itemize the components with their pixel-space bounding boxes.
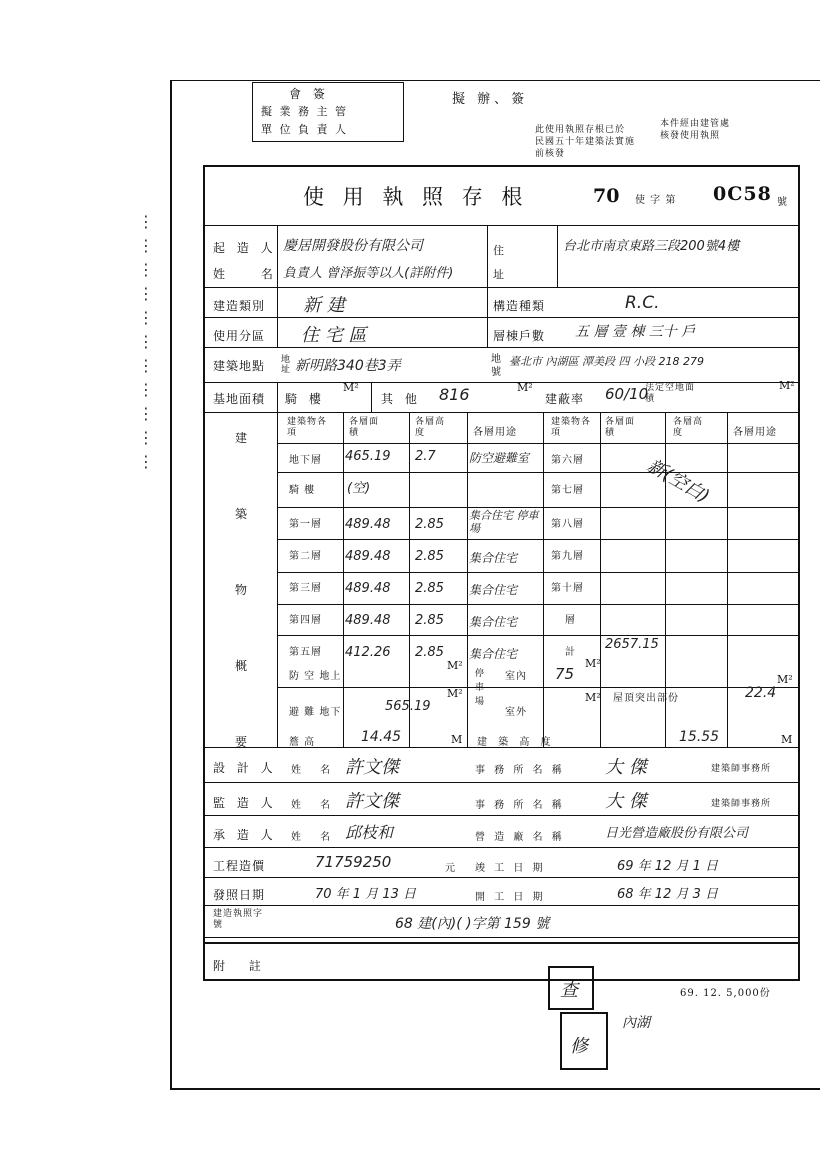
land-label: 地 號 bbox=[491, 354, 502, 378]
indoor-value: 75 bbox=[555, 665, 575, 683]
area-label: 基地面積 bbox=[213, 392, 266, 406]
grid-line bbox=[277, 443, 800, 444]
grid-line bbox=[205, 942, 800, 944]
grid-line bbox=[727, 412, 728, 747]
grid-line bbox=[487, 287, 488, 347]
floor-height: 2.85 bbox=[415, 645, 444, 660]
usage-permit-form bbox=[203, 165, 800, 981]
grid-line bbox=[205, 412, 800, 413]
floor-area: 489.48 bbox=[345, 581, 391, 596]
floor-use: 防空避難室 bbox=[469, 451, 530, 465]
floor-use: 集合住宅 bbox=[469, 615, 518, 629]
stamp-check bbox=[548, 966, 594, 1010]
height-label: 建 築 高 度 bbox=[477, 737, 555, 748]
indoor-label: 室內 bbox=[505, 671, 527, 682]
parking-label: 停 車 場 bbox=[475, 669, 486, 707]
right-note-1: 此使用執照存根已於 民國五十年建築法實施 前核發 bbox=[535, 125, 636, 159]
remarks-label: 附 註 bbox=[213, 959, 271, 973]
coverage-value: 60/10 bbox=[605, 385, 649, 403]
company-value: 日光營造廠股份有限公司 bbox=[605, 826, 749, 841]
title-suffix: 號 bbox=[777, 197, 788, 208]
grid-line bbox=[467, 412, 468, 747]
building-side-2: 築 bbox=[235, 507, 252, 521]
supervisor-office-label: 事 務 所 名 稱 bbox=[475, 800, 565, 811]
grid-line bbox=[205, 287, 800, 288]
height-value: 15.55 bbox=[679, 729, 720, 745]
legal-open-label: 法定空地面積 bbox=[645, 383, 696, 404]
supervisor-label: 監 造 人 bbox=[213, 796, 277, 810]
grid-line bbox=[205, 877, 800, 878]
title-char-label: 使 字 第 bbox=[635, 195, 677, 206]
stamp-repair-text: 修 bbox=[570, 1036, 588, 1057]
page-bottom-border bbox=[170, 1088, 820, 1090]
floor-name-right: 第九層 bbox=[551, 551, 584, 562]
floor-name: 騎 樓 bbox=[289, 485, 316, 496]
title-year: 70 bbox=[593, 185, 620, 207]
roof-label: 屋頂突出部份 bbox=[613, 693, 679, 704]
form-title: 使 用 執 照 存 根 bbox=[303, 185, 529, 209]
grid-line bbox=[557, 225, 558, 287]
shelter-label: 防 空 地上 bbox=[289, 671, 342, 682]
floors-value: 五 層 壹 棟 三十 戶 bbox=[575, 324, 696, 340]
issue-label: 發照日期 bbox=[213, 888, 266, 902]
roof-value: 22.4 bbox=[745, 685, 777, 701]
floor-name-right: 第十層 bbox=[551, 583, 584, 594]
stamp-repair bbox=[560, 1012, 608, 1070]
floor-use: 集合住宅 bbox=[469, 551, 518, 565]
page-left-border bbox=[170, 80, 172, 1090]
right-stamp: 新(空白) bbox=[643, 455, 713, 508]
contractor-name-label: 姓 名 bbox=[291, 832, 339, 843]
floor-area: (空) bbox=[347, 481, 371, 496]
grid-line bbox=[277, 472, 800, 473]
stamp-check-text: 查 bbox=[560, 980, 578, 1001]
grid-line bbox=[409, 412, 410, 747]
arcade-label: 騎 樓 bbox=[285, 392, 325, 406]
floor-name-right: 第七層 bbox=[551, 485, 584, 496]
floor-name: 第四層 bbox=[289, 615, 322, 626]
permit-label: 建造執照字號 bbox=[213, 909, 264, 930]
grid-line bbox=[371, 382, 372, 412]
complete-label: 竣 工 日 期 bbox=[475, 863, 546, 874]
grid-line bbox=[205, 317, 800, 318]
grid-line bbox=[277, 507, 800, 508]
permit-number: 0C58 bbox=[713, 183, 772, 205]
supervisor-office-suffix: 建築師事務所 bbox=[711, 799, 772, 809]
contractor-label: 承 造 人 bbox=[213, 828, 277, 842]
designer-office-suffix: 建築師事務所 bbox=[711, 764, 772, 774]
structure-label: 構造種類 bbox=[493, 299, 546, 313]
grid-line bbox=[277, 382, 278, 412]
grid-line bbox=[277, 412, 278, 747]
floor-height: 2.7 bbox=[415, 449, 436, 464]
col-header-height: 各層高度 bbox=[415, 417, 446, 438]
print-note: 69. 12. 5,000份 bbox=[680, 988, 771, 999]
col-header-use-r: 各層用途 bbox=[733, 427, 777, 438]
grid-line bbox=[277, 225, 278, 287]
eave-label: 簷 高 bbox=[289, 737, 316, 748]
floor-name: 第五層 bbox=[289, 647, 322, 658]
left-margin-notes: ⋮ ⋮ ⋮ ⋮ ⋮ ⋮ ⋮ ⋮ ⋮ ⋮ ⋮ bbox=[138, 212, 154, 471]
evac-label: 避 難 地下 bbox=[289, 707, 342, 718]
approval-line-3: 單 位 負 責 人 bbox=[261, 123, 348, 136]
address-label: 住 址 bbox=[493, 244, 508, 281]
floor-height: 2.85 bbox=[415, 549, 444, 564]
cost-label: 工程造價 bbox=[213, 859, 266, 873]
building-side-5: 要 bbox=[235, 735, 252, 749]
col-header-area-r: 各層面積 bbox=[605, 417, 636, 438]
right-note-2: 本件經由建管處 核發使用執照 bbox=[660, 119, 731, 141]
use-zone-value: 住 宅 區 bbox=[301, 325, 367, 346]
eave-unit: M bbox=[451, 733, 463, 746]
roof-unit: M² bbox=[777, 673, 793, 686]
grid-line bbox=[277, 635, 800, 636]
structure-value: R.C. bbox=[625, 293, 660, 313]
floor-height: 2.85 bbox=[415, 581, 444, 596]
reply-label: 擬 辦、簽 bbox=[452, 92, 529, 107]
approval-line-2: 擬 業 務 主 管 bbox=[261, 105, 348, 118]
col-header-item: 建築物各項 bbox=[287, 417, 328, 438]
outdoor-label: 室外 bbox=[505, 707, 527, 718]
grid-line bbox=[277, 572, 800, 573]
page-top-border bbox=[170, 80, 820, 81]
address-value: 台北市南京東路三段200號4樓 bbox=[563, 239, 740, 254]
floor-name-right: 第六層 bbox=[551, 455, 584, 466]
land-value: 臺北市 內湖區 潭美段 四 小段 218 279 bbox=[509, 355, 704, 368]
height-unit: M bbox=[781, 733, 793, 746]
applicant-label: 起 造 人 bbox=[213, 241, 277, 255]
col-header-use: 各層用途 bbox=[473, 427, 517, 438]
approval-line-1: 會 簽 bbox=[289, 87, 329, 101]
floor-area: 412.26 bbox=[345, 645, 391, 660]
floor-name: 地下層 bbox=[289, 455, 322, 466]
floor-name: 第一層 bbox=[289, 519, 322, 530]
grid-line bbox=[205, 815, 800, 816]
floor-use: 集合住宅 bbox=[469, 647, 518, 661]
designer-name: 許文傑 bbox=[345, 757, 399, 778]
building-side-1: 建 bbox=[235, 431, 252, 445]
other-label: 其 他 bbox=[381, 392, 421, 406]
build-type-value: 新 建 bbox=[303, 295, 345, 316]
site-label: 建築地點 bbox=[213, 359, 266, 373]
floor-use: 集合住宅 bbox=[469, 583, 518, 597]
floor-area: 465.19 bbox=[345, 449, 391, 464]
building-side-3: 物 bbox=[235, 583, 252, 597]
grid-line bbox=[205, 382, 800, 383]
floor-name-right: 層 bbox=[565, 615, 576, 626]
floor-area: 489.48 bbox=[345, 517, 391, 532]
eave-value: 14.45 bbox=[361, 729, 402, 745]
col-header-item-r: 建築物各項 bbox=[551, 417, 592, 438]
building-side-4: 概 bbox=[235, 659, 252, 673]
other-value: 816 bbox=[439, 385, 470, 404]
grid-line bbox=[277, 687, 800, 688]
use-zone-label: 使用分區 bbox=[213, 329, 266, 343]
total-value: 2657.15 bbox=[605, 637, 659, 652]
col-header-height-r: 各層高度 bbox=[673, 417, 704, 438]
contractor-name: 邱枝和 bbox=[345, 823, 394, 842]
applicant-name: 慶居開發股份有限公司 bbox=[283, 238, 423, 254]
designer-label: 設 計 人 bbox=[213, 761, 277, 775]
floor-height: 2.85 bbox=[415, 613, 444, 628]
col-header-area: 各層面積 bbox=[349, 417, 380, 438]
evac-unit: M² bbox=[447, 687, 463, 700]
grid-line bbox=[343, 412, 344, 747]
grid-line bbox=[205, 937, 800, 938]
start-value: 68 年 12 月 3 日 bbox=[617, 887, 719, 902]
build-type-label: 建造類別 bbox=[213, 299, 266, 313]
arcade-unit: M² bbox=[343, 381, 359, 394]
grid-line bbox=[205, 847, 800, 848]
grid-line bbox=[487, 225, 488, 287]
start-label: 開 工 日 期 bbox=[475, 892, 546, 903]
grid-line bbox=[277, 539, 800, 540]
site-addr-label: 地 址 bbox=[281, 355, 292, 375]
legal-open-unit: M² bbox=[779, 379, 795, 392]
shelter-unit: M² bbox=[447, 659, 463, 672]
floor-height: 2.85 bbox=[415, 517, 444, 532]
coverage-label: 建蔽率 bbox=[545, 392, 585, 406]
cost-unit: 元 bbox=[445, 863, 456, 874]
floor-use: 集合住宅 停車場 bbox=[469, 509, 539, 535]
grid-line bbox=[205, 225, 800, 226]
designer-name-label: 姓 名 bbox=[291, 765, 339, 776]
complete-value: 69 年 12 月 1 日 bbox=[617, 859, 719, 874]
name-label: 姓 名 bbox=[213, 267, 289, 281]
applicant-rep: 負責人 曾泽振等以人(詳附件) bbox=[283, 266, 454, 281]
floor-name: 第二層 bbox=[289, 551, 322, 562]
permit-value: 68 建(內)( )字第 159 號 bbox=[395, 916, 550, 932]
floor-area: 489.48 bbox=[345, 549, 391, 564]
floors-label: 層棟戶數 bbox=[493, 329, 546, 343]
floor-name-right: 計 bbox=[565, 647, 576, 658]
grid-line bbox=[205, 782, 800, 783]
other-unit: M² bbox=[517, 381, 533, 394]
designer-office-label: 事 務 所 名 稱 bbox=[475, 765, 565, 776]
stamp-district: 內湖 bbox=[622, 1015, 650, 1031]
grid-line bbox=[277, 604, 800, 605]
supervisor-name-label: 姓 名 bbox=[291, 800, 339, 811]
floor-name-right: 第八層 bbox=[551, 519, 584, 530]
grid-line bbox=[277, 287, 278, 347]
issue-value: 70 年 1 月 13 日 bbox=[315, 887, 417, 902]
designer-office: 大 傑 bbox=[605, 757, 647, 778]
company-label: 營 造 廠 名 稱 bbox=[475, 832, 565, 843]
evac-value: 565.19 bbox=[385, 699, 431, 714]
floor-area: 489.48 bbox=[345, 613, 391, 628]
floor-name: 第三層 bbox=[289, 583, 322, 594]
indoor-unit: M² bbox=[585, 657, 601, 670]
site-addr-value: 新明路340巷3弄 bbox=[295, 358, 401, 374]
supervisor-name: 許文傑 bbox=[345, 791, 399, 812]
supervisor-office: 大 傑 bbox=[605, 791, 647, 812]
grid-line bbox=[543, 412, 544, 747]
grid-line bbox=[205, 905, 800, 906]
outdoor-unit: M² bbox=[585, 691, 601, 704]
approval-box bbox=[252, 82, 404, 142]
grid-line bbox=[205, 347, 800, 348]
cost-value: 71759250 bbox=[315, 853, 392, 871]
